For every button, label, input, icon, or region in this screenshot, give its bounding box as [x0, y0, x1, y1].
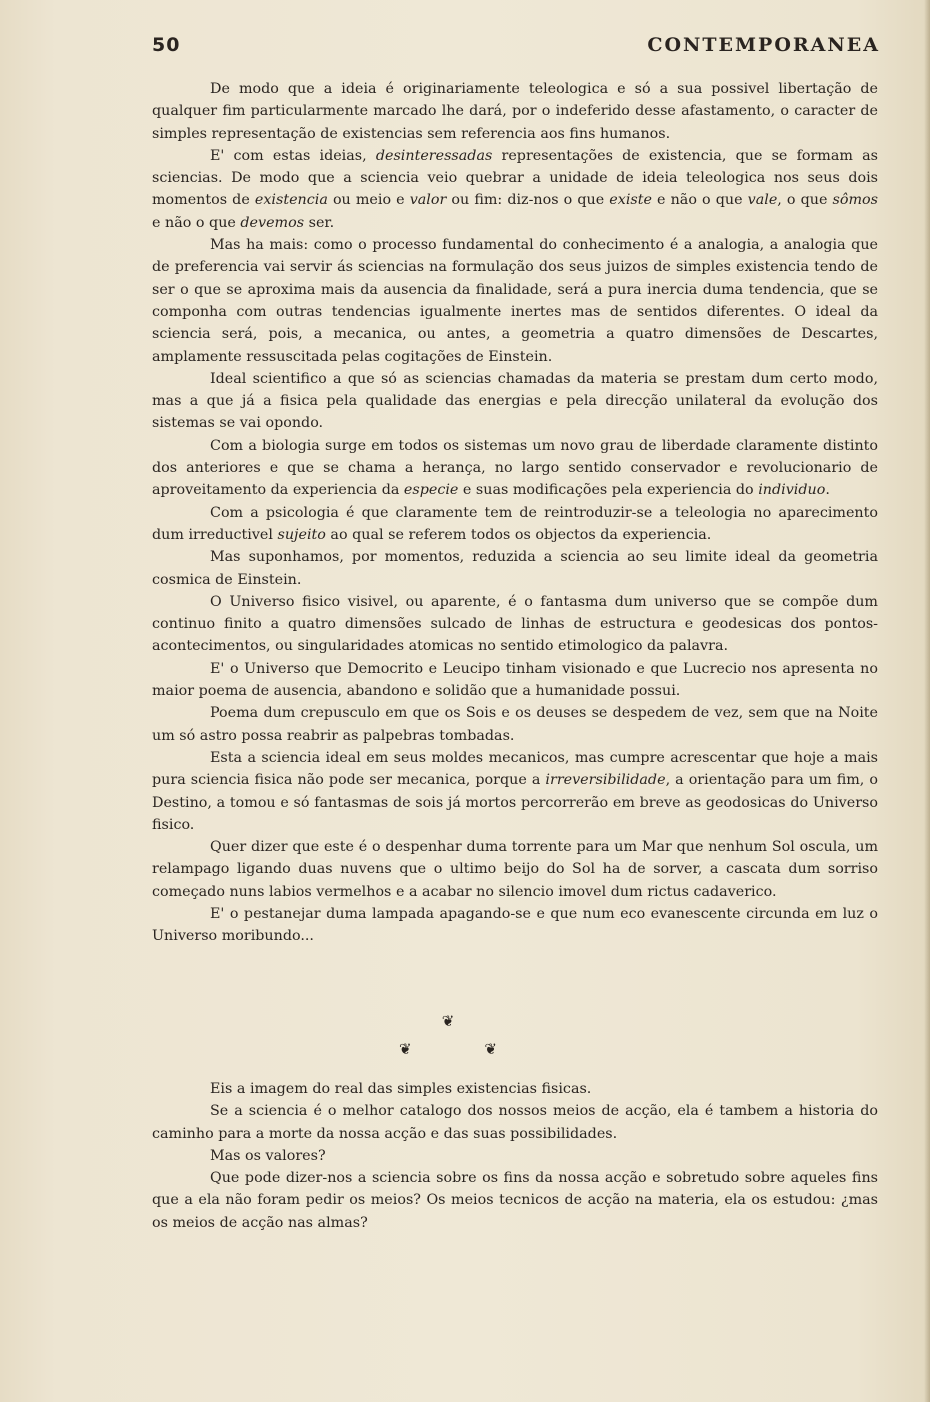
paragraph: Esta a sciencia ideal em seus moldes mecanicos, mas cumpre acrescentar que hoje a mais pura sciencia fisica não pode ser mecanica, porque a irreversibilidade, a orientação para um fim, o Destino, a tomou e só fantasmas de sois já mortos percorrerão em breve as geodosicas do Universo fisico.: [152, 749, 878, 833]
italic-term: sujeito: [277, 526, 326, 543]
paragraph: Ideal scientifico a que só as sciencias chamadas da materia se prestam dum certo modo, mas a que já a fisica pela qualidade das energias e pela direcção unilateral da evolução dos sistemas se vai opondo.: [152, 370, 878, 432]
paragraph: Mas suponhamos, por momentos, reduzida a sciencia ao seu limite ideal da geometria cosmica de Einstein.: [152, 549, 878, 588]
page-number: 50: [152, 34, 181, 56]
paragraph: Que pode dizer-nos a sciencia sobre os fins da nossa acção e sobretudo sobre aqueles fins que a ela não foram pedir os meios? Os meios tecnicos de acção na materia, ela os estudou: ¿mas os meios de acção nas almas?: [152, 1170, 878, 1231]
paragraph: Com a biologia surge em todos os sistemas um novo grau de liberdade claramente distinto dos anteriores e que se chama a herança, no largo sentido conservador e revolucionario de aproveitamento da experiencia da especie e suas modificações pela experiencia do individuo.: [152, 437, 878, 499]
ornament-fleuron-top: ❦: [441, 1012, 489, 1030]
paragraph: Com a psicologia é que claramente tem de reintroduzir-se a teleologia no aparecimento dum irreductivel sujeito ao qual se referem todos os objectos da experiencia.: [152, 504, 878, 543]
paragraph: E' o Universo que Democrito e Leucipo tinham visionado e que Lucrecio nos apresenta no maior poema de ausencia, abandono e solidão que a humanidade possui.: [152, 660, 878, 700]
paragraph: E' com estas ideias, desinteressadas representações de existencia, que se formam as sciencias. De modo que a sciencia veio quebrar a unidade de ideia teleologica nos seus dois momentos de existencia ou meio e valor ou fim: diz-nos o que existe e não o que vale, o que sômos e não o que devemos ser.: [152, 147, 878, 231]
body-text-section-1: [152, 78, 878, 948]
italic-term: vale: [747, 192, 778, 209]
paragraph: Mas ha mais: como o processo fundamental do conhecimento é a analogia, a analogia que de preferencia vai servir ás sciencias na formulação dos seus juizos de simples existencia tendo de ser o que se aproxima mais da ausencia da finalidade, será a pura inercia duma tendencia, que se componha com outras tendencias igualmente inertes mas de sentidos diferentes. O ideal da sciencia será, pois, a mecanica, ou antes, a geometria a quatro dimensões de Descartes, amplamente ressuscitada pelas cogitações de Einstein.: [152, 237, 878, 365]
italic-term: especie: [403, 482, 459, 499]
paragraph: Se a sciencia é o melhor catalogo dos nossos meios de acção, ela é tambem a historia do caminho para a morte da nossa acção e das suas possibilidades.: [152, 1103, 878, 1142]
italic-term: desinteressadas: [375, 147, 493, 164]
italic-term: existe: [609, 192, 652, 209]
body-text-section-2: [152, 1078, 878, 1234]
paragraph: E' o pestanejar duma lampada apagando-se e que num eco evanescente circunda em luz o Universo moribundo...: [152, 905, 878, 945]
italic-term: existencia: [254, 192, 328, 209]
paragraph: Mas os valores?: [210, 1147, 326, 1164]
paragraph: O Universo fisico visivel, ou aparente, é o fantasma dum universo que se compõe dum continuo finito a quatro dimensões sulcado de linhas de estructura e geodesicas dos pontos-acontecimentos, ou singularidades atomicas no sentido etimologico da palavra.: [152, 593, 878, 655]
italic-term: valor: [409, 192, 447, 209]
ornament-fleuron-bottom: ❦ ❦: [399, 1040, 531, 1058]
italic-term: devemos: [240, 214, 305, 231]
page-edge-shadow: [924, 0, 930, 1402]
paragraph: Quer dizer que este é o despenhar duma torrente para um Mar que nenhum Sol oscula, um relampago ligando duas nuvens que o ultimo beijo do Sol ha de sorver, a cascata dum sorriso começado nuns labios vermelhos e a acabar no silencio imovel dum rictus cadaverico.: [152, 839, 878, 900]
paragraph: De modo que a ideia é originariamente teleologica e só a sua possivel libertação de qualquer fim particularmente marcado lhe dará, por o indeferido desse afastamento, o caracter de simples representação de existencias sem referencia aos fins humanos.: [152, 81, 878, 142]
paragraph: Eis a imagem do real das simples existencias fisicas.: [210, 1081, 592, 1097]
italic-term: sômos: [832, 192, 878, 209]
page-header: [152, 34, 880, 64]
italic-term: irreversibilidade: [545, 772, 666, 789]
italic-term: individuo: [758, 482, 826, 499]
paragraph: Poema dum crepusculo em que os Sois e os deuses se despedem de vez, sem que na Noite um só astro possa reabrir as palpebras tombadas.: [152, 705, 878, 744]
running-head: CONTEMPORANEA: [647, 34, 880, 56]
